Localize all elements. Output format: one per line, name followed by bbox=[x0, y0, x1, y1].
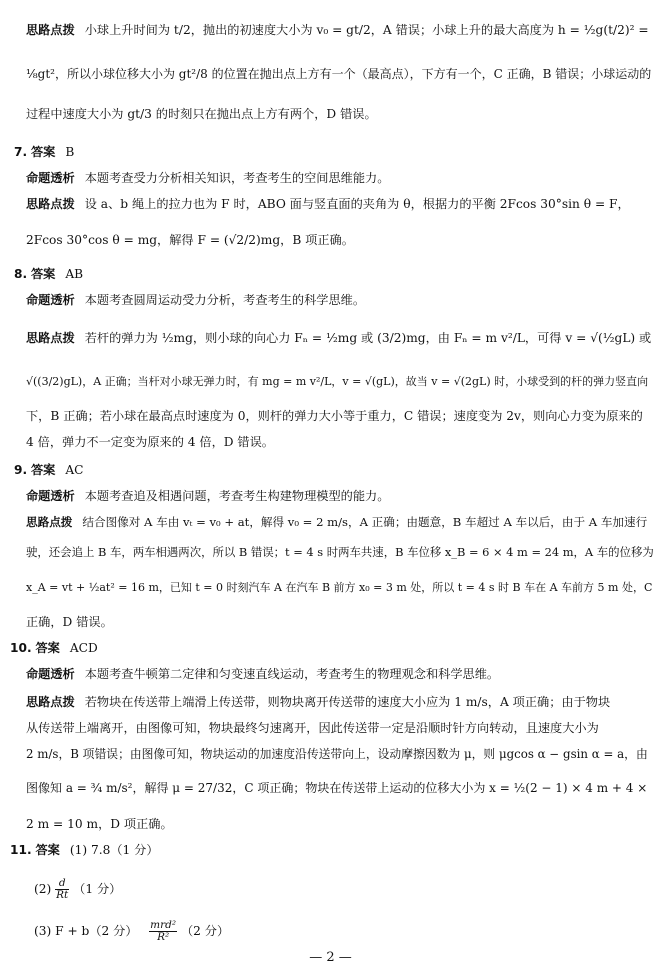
q6-hint-line1 bbox=[26, 22, 649, 38]
q11-number: 11. bbox=[10, 843, 32, 857]
q11-answer-line bbox=[10, 842, 159, 858]
q7-answer: B bbox=[65, 145, 75, 159]
q11-part3-fraction bbox=[149, 920, 177, 943]
q11-part3-numerator: mrd² bbox=[150, 919, 177, 931]
q11-part2-fraction bbox=[55, 878, 69, 901]
q7-hint-text1: 设 a、b 绳上的拉力也为 F 时，ABO 面与竖直面的夹角为 θ，根据力的平衡 2Fcos 30°sin θ = F， bbox=[84, 197, 630, 211]
q7-answer-line bbox=[14, 144, 74, 160]
q8-answer: AB bbox=[65, 267, 84, 281]
q11-part2-suffix: （1 分） bbox=[73, 882, 122, 896]
q11-part2-numerator: d bbox=[55, 878, 69, 890]
q10-analysis: 本题考查牛顿第二定律和匀变速直线运动，考查考生的物理观念和科学思维。 bbox=[84, 667, 500, 681]
answer-label: 答案 bbox=[35, 843, 60, 857]
q11-part2-prefix: (2) bbox=[34, 882, 52, 896]
q10-hint-line5: 2 m = 10 m，D 项正确。 bbox=[26, 817, 173, 831]
answer-label: 答案 bbox=[31, 145, 56, 159]
q11-part3 bbox=[34, 920, 229, 943]
q10-hint-line4: 图像知 a = ¾ m/s²，解得 μ = 27/32，C 项正确；物块在传送带上运动的位移大小为 x = ½(2 − 1) × 4 m + 4 × bbox=[26, 781, 648, 795]
hint-label: 思路点拨 bbox=[26, 695, 75, 709]
q7-hint-line1 bbox=[26, 196, 630, 212]
hint-label: 思路点拨 bbox=[26, 515, 73, 529]
q10-answer-line bbox=[10, 640, 98, 656]
q8-hint-line2: √((3/2)gL)，A 正确；当杆对小球无弹力时，有 mg = m v²/L，v = √(gL)，故当 v = √(2gL) 时，小球受到的杆的弹力竖直向 bbox=[26, 375, 649, 388]
q8-hint-line4: 4 倍，弹力不一定变为原来的 4 倍，D 错误。 bbox=[26, 435, 274, 449]
hint-label: 思路点拨 bbox=[26, 197, 75, 211]
q8-answer-line bbox=[14, 266, 83, 282]
q11-part1: (1) 7.8（1 分） bbox=[69, 843, 159, 857]
q9-answer: AC bbox=[65, 463, 84, 477]
q9-analysis-line bbox=[26, 488, 389, 504]
q11-part2 bbox=[34, 878, 121, 901]
q10-hint-line2: 从传送带上端离开，由图像可知，物块最终匀速离开，因此传送带一定是沿顺时针方向转动，且速度大小为 bbox=[26, 721, 599, 735]
q10-analysis-line bbox=[26, 666, 499, 682]
q9-hint-line1 bbox=[26, 514, 647, 530]
q7-analysis: 本题考查受力分析相关知识，考查考生的空间思维能力。 bbox=[84, 171, 390, 185]
hint-label: 思路点拨 bbox=[26, 23, 75, 37]
q9-analysis: 本题考查追及相遇问题，考查考生构建物理模型的能力。 bbox=[84, 489, 390, 503]
answer-label: 答案 bbox=[35, 641, 60, 655]
q9-hint-text1: 结合图像对 A 车由 vₜ = v₀ + at，解得 v₀ = 2 m/s，A 正确；由题意，B 车超过 A 车以后，由于 A 车加速行 bbox=[82, 515, 648, 529]
q8-hint-line1 bbox=[26, 330, 651, 346]
q10-hint-line3: 2 m/s，B 项错误；由图像可知，物块运动的加速度沿传送带向上，设动摩擦因数为 μ，则 μgcos α − gsin α = a，由 bbox=[26, 747, 648, 761]
page-number: — 2 — bbox=[309, 950, 352, 965]
analysis-label: 命题透析 bbox=[26, 171, 75, 185]
q9-hint-line4: 正确，D 错误。 bbox=[26, 615, 113, 629]
answer-label: 答案 bbox=[31, 463, 56, 477]
q10-number: 10. bbox=[10, 641, 32, 655]
q6-hint-line2: ⅛gt²，所以小球位移大小为 gt²/8 的位置在抛出点上方有一个（最高点），下方有一个，C 正确，B 错误；小球运动的 bbox=[26, 67, 652, 81]
q9-number: 9. bbox=[14, 463, 28, 477]
q9-hint-line2: 驶，还会追上 B 车，两车相遇两次，所以 B 错误；t = 4 s 时两车共速，B 车位移 x_B = 6 × 4 m = 24 m，A 车的位移为 bbox=[26, 545, 654, 559]
q8-analysis: 本题考查圆周运动受力分析，考查考生的科学思维。 bbox=[84, 293, 366, 307]
analysis-label: 命题透析 bbox=[26, 667, 75, 681]
q10-hint-line1 bbox=[26, 694, 610, 710]
analysis-label: 命题透析 bbox=[26, 293, 75, 307]
analysis-label: 命题透析 bbox=[26, 489, 75, 503]
q11-part2-denominator: Rt bbox=[56, 889, 69, 901]
q11-part3-denominator: R² bbox=[157, 931, 170, 943]
q8-number: 8. bbox=[14, 267, 28, 281]
q8-hint-line3: 下，B 正确；若小球在最高点时速度为 0，则杆的弹力大小等于重力，C 错误；速度变为 2v，则向心力变为原来的 bbox=[26, 409, 643, 423]
q10-answer: ACD bbox=[69, 641, 98, 655]
q10-hint-text1: 若物块在传送带上端滑上传送带，则物块离开传送带的速度大小应为 1 m/s，A 项正确；由于物块 bbox=[84, 695, 611, 709]
hint-label: 思路点拨 bbox=[26, 331, 75, 345]
q9-hint-line3: x_A = vt + ½at² = 16 m，已知 t = 0 时刻汽车 A 在汽车 B 前方 x₀ = 3 m 处，所以 t = 4 s 时 B 车在 A 车前方 5 m 处，C bbox=[26, 581, 653, 594]
q6-hint-text1: 小球上升时间为 t/2，抛出的初速度大小为 v₀ = gt/2，A 错误；小球上升的最大高度为 h = ½g(t/2)² = bbox=[84, 23, 649, 37]
q9-answer-line bbox=[14, 462, 84, 478]
q8-hint-text1: 若杆的弹力为 ½mg，则小球的向心力 Fₙ = ½mg 或 (3/2)mg，由 Fₙ = m v²/L，可得 v = √(½gL) 或 bbox=[84, 331, 652, 345]
q7-number: 7. bbox=[14, 145, 28, 159]
q7-analysis-line bbox=[26, 170, 389, 186]
q8-analysis-line bbox=[26, 292, 365, 308]
q7-hint-line2: 2Fcos 30°cos θ = mg，解得 F = (√2/2)mg，B 项正确。 bbox=[26, 233, 354, 247]
q6-hint-line3: 过程中速度大小为 gt/3 的时刻只在抛出点上方有两个，D 错误。 bbox=[26, 107, 377, 121]
answer-label: 答案 bbox=[31, 267, 56, 281]
q11-part3-prefix: (3) F + b（2 分） bbox=[34, 924, 138, 938]
q11-part3-suffix: （2 分） bbox=[180, 924, 230, 938]
